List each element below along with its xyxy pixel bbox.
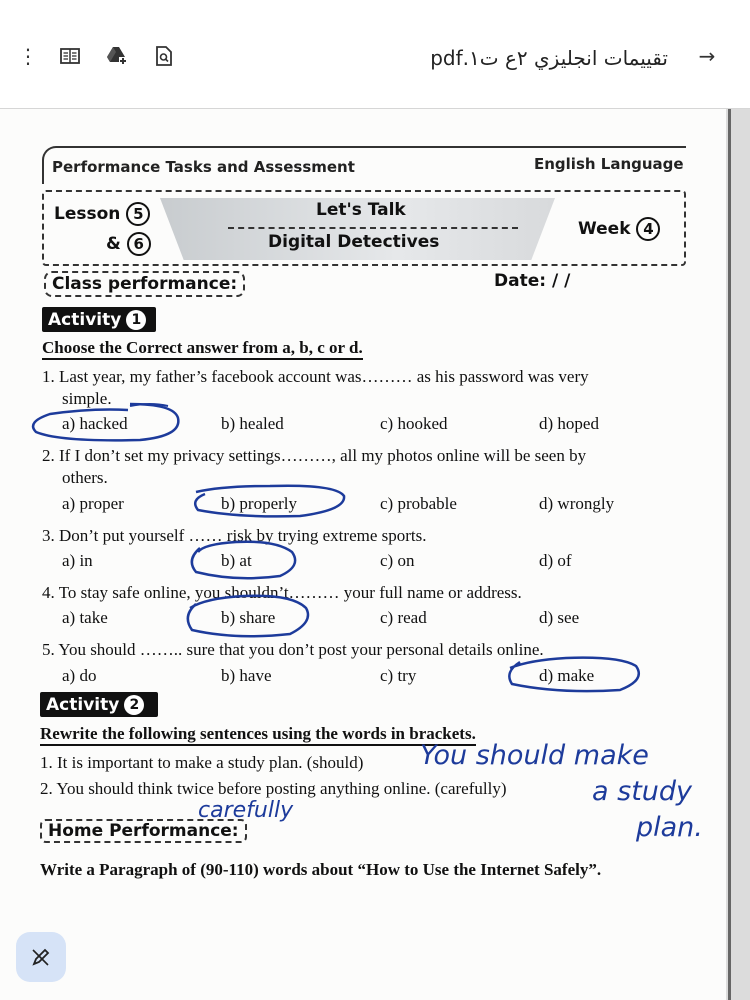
q2-option-d: d) wrongly xyxy=(539,494,615,513)
handwritten-answer-line-1: You should make xyxy=(420,740,649,771)
q4-option-b: b) share xyxy=(221,608,276,627)
q1-option-d: d) hoped xyxy=(539,414,599,433)
lesson-number-2: 6 xyxy=(127,232,151,256)
q4-option-a: a) take xyxy=(62,608,108,627)
question-3-text: 3. Don’t put yourself …… risk by trying extreme sports. xyxy=(42,526,427,545)
answer-circle-q5 xyxy=(509,658,638,691)
handwritten-answer-line-2: a study xyxy=(592,776,693,807)
q1-option-b: b) healed xyxy=(221,414,284,433)
banner-title-1: Let's Talk xyxy=(316,200,406,220)
answer-circle-q1 xyxy=(33,404,178,440)
q2-option-c: c) probable xyxy=(380,494,457,513)
q3-option-a: a) in xyxy=(62,551,93,570)
q1-option-a: a) hacked xyxy=(62,414,128,433)
question-5-text: 5. You should …….. sure that you don’t post your personal details online. xyxy=(42,640,544,659)
answer-circle-q4 xyxy=(188,596,308,637)
lesson-label: Lesson 5 xyxy=(54,202,150,226)
q1-option-c: c) hooked xyxy=(380,414,448,433)
q4-option-c: c) read xyxy=(380,608,427,627)
date-label: Date: / / xyxy=(494,271,571,291)
activity-1-badge: Activity 1 xyxy=(42,307,156,332)
answer-circle-q2 xyxy=(195,486,344,517)
q4-option-d: d) see xyxy=(539,608,580,627)
activity-1-instruction: Choose the Correct answer from a, b, c or d. xyxy=(42,338,363,360)
class-performance-label: Class performance: xyxy=(44,271,245,297)
annotate-pen-button[interactable] xyxy=(16,932,66,982)
banner-title-2: Digital Detectives xyxy=(268,232,440,252)
home-performance-label: Home Performance: xyxy=(40,819,247,843)
q2-option-b: b) properly xyxy=(221,494,298,513)
q3-option-c: c) on xyxy=(380,551,415,570)
q5-option-a: a) do xyxy=(62,666,97,685)
more-vert-icon[interactable]: ⋮ xyxy=(18,44,38,68)
forward-arrow-icon[interactable]: → xyxy=(698,44,716,68)
q5-option-b: b) have xyxy=(221,666,272,685)
document-title: تقييمات انجليزي ٢ع ت١.pdf xyxy=(430,46,668,70)
q3-option-d: d) of xyxy=(539,551,572,570)
q5-option-c: c) try xyxy=(380,666,417,685)
q3-option-b: b) at xyxy=(221,551,252,570)
rewrite-sentence-1: 1. It is important to make a study plan. (should) xyxy=(40,753,364,772)
week-number: 4 xyxy=(636,217,660,241)
question-2-text-cont: others. xyxy=(62,468,108,487)
question-1-text-cont: simple. xyxy=(62,389,112,408)
header-left: Performance Tasks and Assessment xyxy=(52,158,355,176)
paragraph-task: Write a Paragraph of (90-110) words about “How to Use the Internet Safely”. xyxy=(40,860,602,879)
q2-option-a: a) proper xyxy=(62,494,124,513)
question-2-text: 2. If I don’t set my privacy settings………, all my photos online will be seen by xyxy=(42,446,587,465)
answer-circle-q3 xyxy=(192,542,295,579)
rewrite-sentence-2: 2. You should think twice before posting anything online. (carefully) xyxy=(40,779,507,798)
header-right: English Language xyxy=(534,155,684,173)
pen-icon xyxy=(30,946,52,968)
question-4-text: 4. To stay safe online, you shouldn’t……… your full name or address. xyxy=(42,583,522,602)
question-1-text: 1. Last year, my father’s facebook account was……… as his password was very xyxy=(42,367,589,386)
lesson-number-1: 5 xyxy=(126,202,150,226)
activity-2-badge: Activity 2 xyxy=(40,692,158,717)
q5-option-d: d) make xyxy=(539,666,595,685)
activity-2-instruction: Rewrite the following sentences using the words in brackets. xyxy=(40,724,476,746)
handwritten-answer-line-3: plan. xyxy=(636,812,703,843)
handwritten-carefully: carefully xyxy=(198,798,294,823)
lesson-label-2: & 6 xyxy=(106,232,151,256)
week-label: Week 4 xyxy=(578,217,660,241)
